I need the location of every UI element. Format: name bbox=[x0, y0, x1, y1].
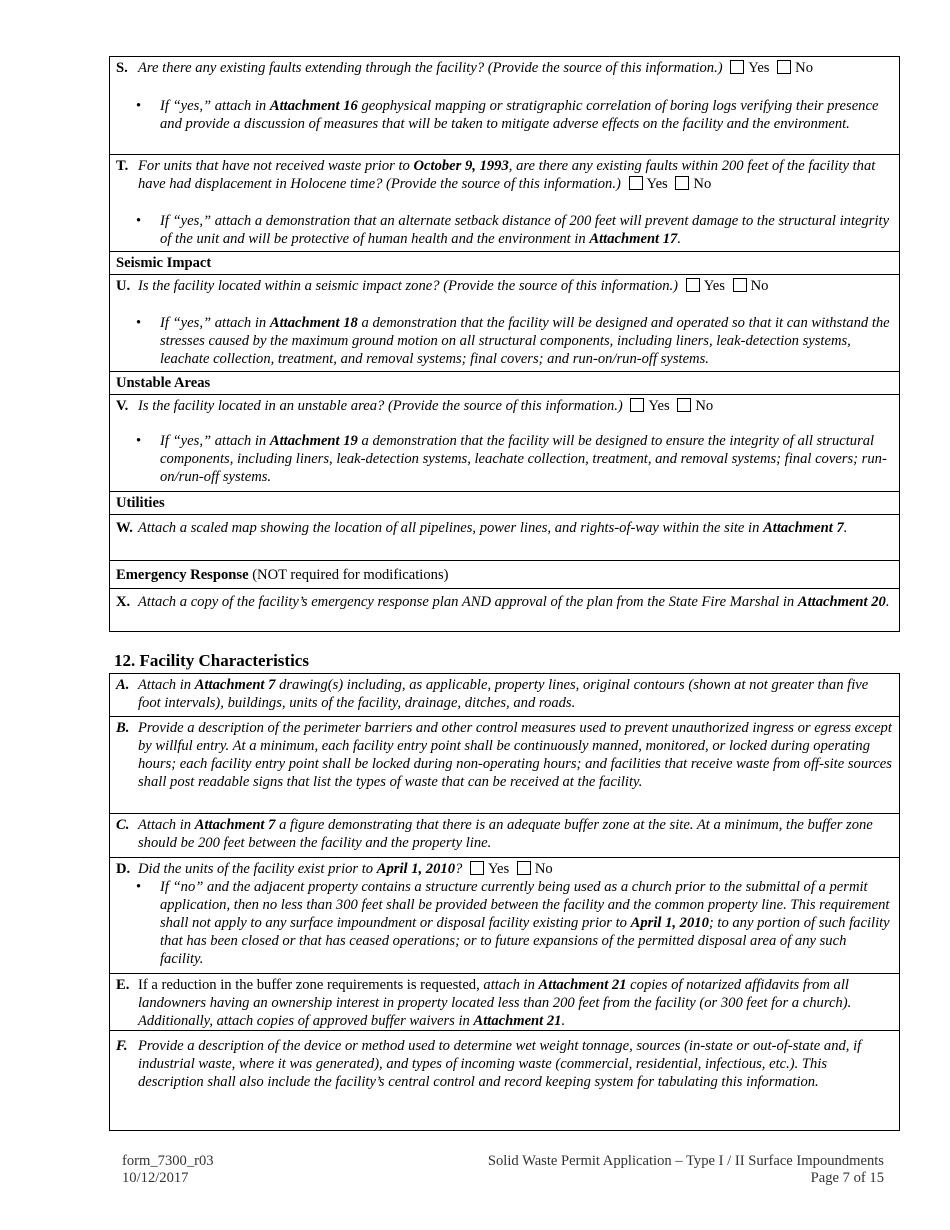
date-ref: April 1, 2010 bbox=[376, 861, 455, 877]
section-heading-unstable: Unstable Areas bbox=[110, 371, 899, 394]
item-label: W. bbox=[116, 520, 133, 536]
item-text: Provide a description of the device or method used to determine wet weight tonnage, sources (in-state or out-of-state and, if industrial waste, where it was generated), and types of incoming waste (commercial, residential, infectious, etc.). This description shall also include the facility’s central control and record keeping system for tabulating this information. bbox=[138, 1038, 862, 1090]
item-label: S. bbox=[116, 60, 128, 76]
no-label: No bbox=[750, 278, 769, 294]
form-date: 10/12/2017 bbox=[122, 1170, 189, 1186]
question-t: T. For units that have not received waste prior to October 9, 1993, are there any existing faults within 200 feet of the facility that have had displacement in Holocene time? (Provide the source of this information.) Yes No • If “yes,” attach a demonstration that an alternate setback distance of 200 feet will prevent damage to the structural integrity of the unit and will be protective of human health and the environment in Attachment 17. bbox=[110, 154, 899, 251]
attachment-ref: Attachment 20 bbox=[797, 594, 886, 610]
no-label: No bbox=[534, 861, 553, 877]
item-a: A. Attach in Attachment 7 drawing(s) including, as applicable, property lines, original contours (shown at not greater than five foot intervals), buildings, units of the facility, drainage, ditches, and roads. bbox=[116, 677, 869, 711]
page-number: Page 7 of 15 bbox=[810, 1170, 884, 1186]
form-id: form_7300_r03 bbox=[122, 1153, 214, 1169]
yes-label: Yes bbox=[703, 278, 725, 294]
attachment-ref: Attachment 7 bbox=[194, 677, 276, 693]
question-w: W. Attach a scaled map showing the location of all pipelines, power lines, and rights-of-way within the site in Attachment 7. bbox=[110, 514, 899, 560]
item-label: T. bbox=[116, 158, 129, 174]
section-heading-utilities: Utilities bbox=[110, 491, 899, 514]
yes-label: Yes bbox=[487, 861, 510, 877]
yes-label: Yes bbox=[648, 398, 670, 414]
date-ref: April 1, 2010 bbox=[630, 915, 709, 931]
instruction-bullet: • If “yes,” attach in Attachment 16 geophysical mapping or stratigraphic correlation of boring logs verifying their presence and provide a discussion of measures that will be taken to mitigate adverse effects on the facility and the environment. bbox=[136, 98, 879, 132]
no-checkbox[interactable] bbox=[517, 861, 531, 875]
geology-table bbox=[109, 56, 900, 632]
item-f bbox=[110, 1030, 899, 1130]
section-heading-emergency: Emergency Response (NOT required for modifications) bbox=[110, 560, 899, 588]
item-b bbox=[110, 716, 899, 813]
facility-characteristics-table bbox=[109, 673, 900, 1131]
section-heading-seismic: Seismic Impact bbox=[110, 251, 899, 274]
yes-checkbox[interactable] bbox=[630, 398, 644, 412]
item-label: V. bbox=[116, 398, 129, 414]
bullet-icon: • bbox=[136, 213, 142, 229]
item-e: E. If a reduction in the buffer zone requirements is requested, attach in Attachment 21 copies of notarized affidavits from all landowners having an ownership interest in property located less than 200 feet from the facility (or 300 feet for a church). Additionally, attach copies of approved buffer waivers in Attachment 21. bbox=[110, 973, 899, 1030]
question-text: Are there any existing faults extending through the facility? (Provide the source of this information.) bbox=[138, 60, 723, 76]
no-label: No bbox=[693, 176, 712, 192]
yes-checkbox[interactable] bbox=[629, 176, 643, 190]
bullet-icon: • bbox=[136, 879, 142, 895]
date-ref: October 9, 1993 bbox=[413, 158, 509, 174]
no-checkbox[interactable] bbox=[677, 398, 691, 412]
yes-label: Yes bbox=[748, 60, 770, 76]
item-label: X. bbox=[116, 594, 131, 610]
attachment-ref: Attachment 21 bbox=[473, 1013, 562, 1029]
attachment-ref: Attachment 21 bbox=[538, 977, 627, 993]
attachment-ref: Attachment 19 bbox=[269, 433, 358, 449]
question-s bbox=[110, 57, 899, 154]
bullet-icon: • bbox=[136, 98, 142, 114]
item-label: C. bbox=[116, 817, 130, 833]
item-label: E. bbox=[116, 977, 130, 993]
item-label: B. bbox=[116, 720, 130, 736]
question-x: X. Attach a copy of the facility’s emergency response plan AND approval of the plan from the State Fire Marshal in Attachment 20. bbox=[110, 588, 899, 631]
attachment-ref: Attachment 18 bbox=[269, 315, 358, 331]
question-u bbox=[110, 274, 899, 371]
yes-checkbox[interactable] bbox=[470, 861, 484, 875]
instruction-bullet: • If “yes,” attach a demonstration that an alternate setback distance of 200 feet will prevent damage to the structural integrity of the unit and will be protective of human health and the environment in Attachment 17. bbox=[136, 213, 890, 247]
bullet-icon: • bbox=[136, 433, 142, 449]
footer-left bbox=[122, 1153, 214, 1187]
attachment-ref: Attachment 16 bbox=[269, 98, 358, 114]
instruction-bullet: • If “yes,” attach in Attachment 18 a demonstration that the facility will be designed and operated so that it can withstand the stresses caused by the maximum ground motion on all structural components, including liners, leak-detection systems, leachate collection, treatment, and removal systems; final covers; and run-on/run-off systems. bbox=[136, 315, 890, 367]
yes-checkbox[interactable] bbox=[730, 60, 744, 74]
item-d: D. Did the units of the facility exist prior to April 1, 2010? Yes No • If “no” and the adjacent property contains a structure currently being used as a church prior to the submittal of a permit application, then no less than 300 feet shall be provided between the facility and the common property line. This requirement shall not apply to any surface impoundment or disposal facility existing prior to April 1, 2010; to any portion of such facility that has been closed or that has ceased operations; or to future expansions of the permitted disposal area of any such facility. bbox=[110, 857, 899, 973]
section-title: 12. Facility Characteristics bbox=[114, 651, 309, 670]
attachment-ref: Attachment 7 bbox=[763, 520, 844, 536]
item-label: U. bbox=[116, 278, 131, 294]
question-v bbox=[110, 394, 899, 491]
no-checkbox[interactable] bbox=[733, 278, 747, 292]
question-text: Is the facility located in an unstable area? (Provide the source of this information.) bbox=[138, 398, 623, 414]
attachment-ref: Attachment 17 bbox=[589, 231, 678, 247]
footer-right bbox=[488, 1153, 884, 1187]
instruction-bullet: • If “yes,” attach in Attachment 19 a demonstration that the facility will be designed to ensure the integrity of all structural components, including liners, leak-detection systems, leachate collection, treatment, and removal systems; final covers; run-on/run-off systems. bbox=[136, 433, 887, 485]
item-c: C. Attach in Attachment 7 a figure demonstrating that there is an adequate buffer zone at the site. At a minimum, the buffer zone should be 200 feet between the facility and the property line. bbox=[110, 813, 899, 857]
no-checkbox[interactable] bbox=[675, 176, 689, 190]
item-text: Provide a description of the perimeter barriers and other control measures used to prevent unauthorized ingress or egress except by willful entry. At a minimum, each facility entry point shall be continuously manned, monitored, or locked during operating hours; each facility entry point shall be locked during non-operating hours; and facilities that receive waste from off-site sources shall post readable signs that list the types of waste that can be received at the facility. bbox=[138, 720, 892, 790]
no-label: No bbox=[795, 60, 813, 76]
bullet-icon: • bbox=[136, 315, 142, 331]
attachment-ref: Attachment 7 bbox=[194, 817, 276, 833]
item-label: D. bbox=[116, 861, 131, 877]
no-label: No bbox=[695, 398, 714, 414]
item-label: F. bbox=[116, 1038, 128, 1054]
instruction-bullet: • If “no” and the adjacent property contains a structure currently being used as a church prior to the submittal of a permit application, then no less than 300 feet shall be provided between the facility and the common property line. This requirement shall not apply to any surface impoundment or disposal facility existing prior to April 1, 2010; to any portion of such facility that has been closed or that has ceased operations; or to future expansions of the permitted disposal area of any such facility. bbox=[136, 879, 890, 967]
yes-checkbox[interactable] bbox=[686, 278, 700, 292]
document-title: Solid Waste Permit Application – Type I / II Surface Impoundments bbox=[487, 1153, 884, 1169]
question-text: Is the facility located within a seismic impact zone? (Provide the source of this information.) bbox=[138, 278, 679, 294]
item-label: A. bbox=[116, 677, 130, 693]
yes-label: Yes bbox=[646, 176, 668, 192]
no-checkbox[interactable] bbox=[777, 60, 791, 74]
